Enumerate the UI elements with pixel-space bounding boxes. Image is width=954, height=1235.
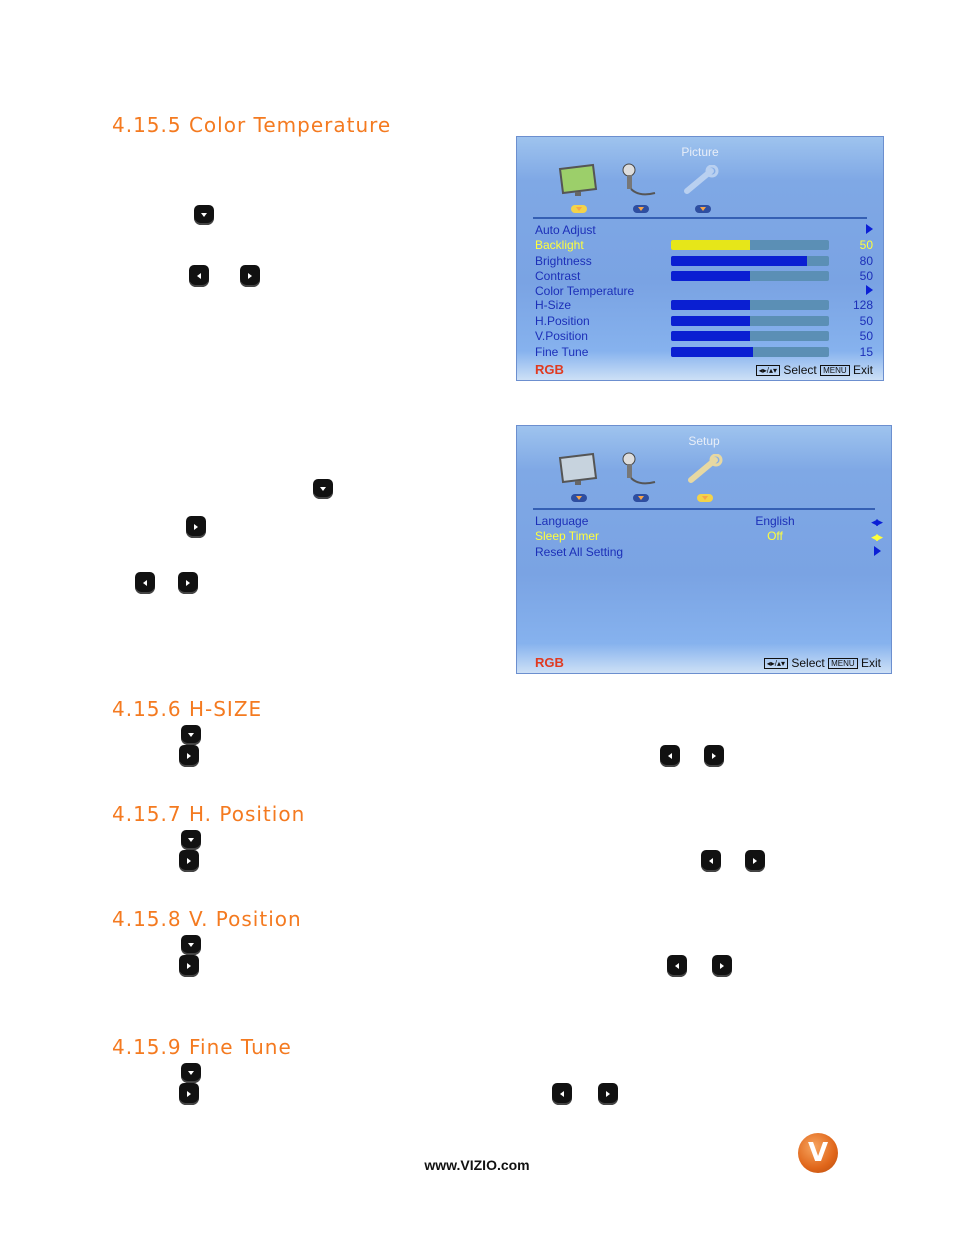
menu-row-auto-adjust: Auto Adjust xyxy=(535,223,873,238)
arrow-left-right-icon: ◀▶ xyxy=(871,517,881,527)
down-button-icon xyxy=(181,725,201,745)
menu-row-v-position: V.Position 50 xyxy=(535,329,873,343)
menu-row-backlight: Backlight 50 xyxy=(535,238,873,252)
picture-menu-screenshot xyxy=(516,136,884,381)
right-button-icon xyxy=(745,850,765,872)
level-bar xyxy=(671,331,829,341)
level-bar xyxy=(671,240,829,250)
left-button-icon xyxy=(701,850,721,872)
heading-fine-tune: 4.15.9 Fine Tune xyxy=(112,1035,292,1059)
menu-row-sleep-timer: Sleep Timer Off ◀▶ xyxy=(535,529,881,543)
input-source-label: RGB xyxy=(535,655,564,670)
level-bar xyxy=(671,271,829,281)
tab-picture xyxy=(571,205,587,213)
menu-row-brightness: Brightness 80 xyxy=(535,254,873,268)
right-button-icon xyxy=(179,1083,199,1105)
menu-row-h-size: H-Size 128 xyxy=(535,298,873,312)
osd-footer-hints: ◂▸/▴▾ Select MENU Exit xyxy=(764,656,881,670)
tv-icon xyxy=(557,163,599,197)
right-button-icon xyxy=(186,516,206,538)
osd-tab-bar xyxy=(557,163,727,223)
level-bar xyxy=(671,347,829,357)
right-button-icon xyxy=(704,745,724,767)
osd-title: Picture xyxy=(681,145,719,159)
tab-picture xyxy=(571,494,587,502)
osd-tab-bar xyxy=(557,452,727,512)
wrench-icon xyxy=(681,165,721,197)
menu-key-icon: MENU xyxy=(820,365,850,376)
osd-footer xyxy=(517,653,891,673)
down-button-icon xyxy=(194,205,214,225)
arrow-right-icon xyxy=(866,285,873,295)
left-button-icon xyxy=(189,265,209,287)
left-button-icon xyxy=(552,1083,572,1105)
down-button-icon xyxy=(181,830,201,850)
heading-color-temperature: 4.15.5 Color Temperature xyxy=(112,113,392,137)
arrow-left-right-icon: ◀▶ xyxy=(871,532,881,542)
right-button-icon xyxy=(178,572,198,594)
tab-setup xyxy=(695,205,711,213)
left-button-icon xyxy=(135,572,155,594)
osd-title: Setup xyxy=(688,434,720,448)
menu-row-reset-all-setting: Reset All Setting xyxy=(535,545,881,560)
nav-arrows-icon: ◂▸/▴▾ xyxy=(756,365,780,376)
left-button-icon xyxy=(660,745,680,767)
menu-row-h-position: H.Position 50 xyxy=(535,314,873,328)
right-button-icon xyxy=(712,955,732,977)
menu-row-contrast: Contrast 50 xyxy=(535,269,873,283)
microphone-icon xyxy=(619,452,659,488)
input-source-label: RGB xyxy=(535,362,564,377)
menu-row-language: Language English ◀▶ xyxy=(535,514,881,528)
microphone-icon xyxy=(619,163,659,199)
osd-footer xyxy=(517,360,883,380)
osd-separator xyxy=(533,217,867,219)
wrench-icon xyxy=(685,454,725,486)
tab-setup xyxy=(697,494,713,502)
menu-row-fine-tune: Fine Tune 15 xyxy=(535,345,873,359)
vizio-logo-icon xyxy=(798,1133,838,1173)
footer-url: www.VIZIO.com xyxy=(424,1157,530,1173)
left-button-icon xyxy=(667,955,687,977)
level-bar xyxy=(671,300,829,310)
setup-menu-screenshot xyxy=(516,425,892,674)
down-button-icon xyxy=(181,1063,201,1083)
nav-arrows-icon: ◂▸/▴▾ xyxy=(764,658,788,669)
right-button-icon xyxy=(598,1083,618,1105)
menu-key-icon: MENU xyxy=(828,658,858,669)
arrow-right-icon xyxy=(874,546,881,556)
heading-h-position: 4.15.7 H. Position xyxy=(112,802,306,826)
level-bar xyxy=(671,316,829,326)
right-button-icon xyxy=(179,955,199,977)
heading-h-size: 4.15.6 H-SIZE xyxy=(112,697,263,721)
heading-v-position: 4.15.8 V. Position xyxy=(112,907,302,931)
level-bar xyxy=(671,256,829,266)
menu-row-color-temperature: Color Temperature xyxy=(535,284,873,299)
tab-audio xyxy=(633,494,649,502)
osd-footer-hints: ◂▸/▴▾ Select MENU Exit xyxy=(756,363,873,377)
arrow-right-icon xyxy=(866,224,873,234)
right-button-icon xyxy=(240,265,260,287)
right-button-icon xyxy=(179,745,199,767)
tv-icon xyxy=(557,452,599,486)
tab-audio xyxy=(633,205,649,213)
down-button-icon xyxy=(313,479,333,499)
down-button-icon xyxy=(181,935,201,955)
right-button-icon xyxy=(179,850,199,872)
osd-separator xyxy=(533,508,875,510)
